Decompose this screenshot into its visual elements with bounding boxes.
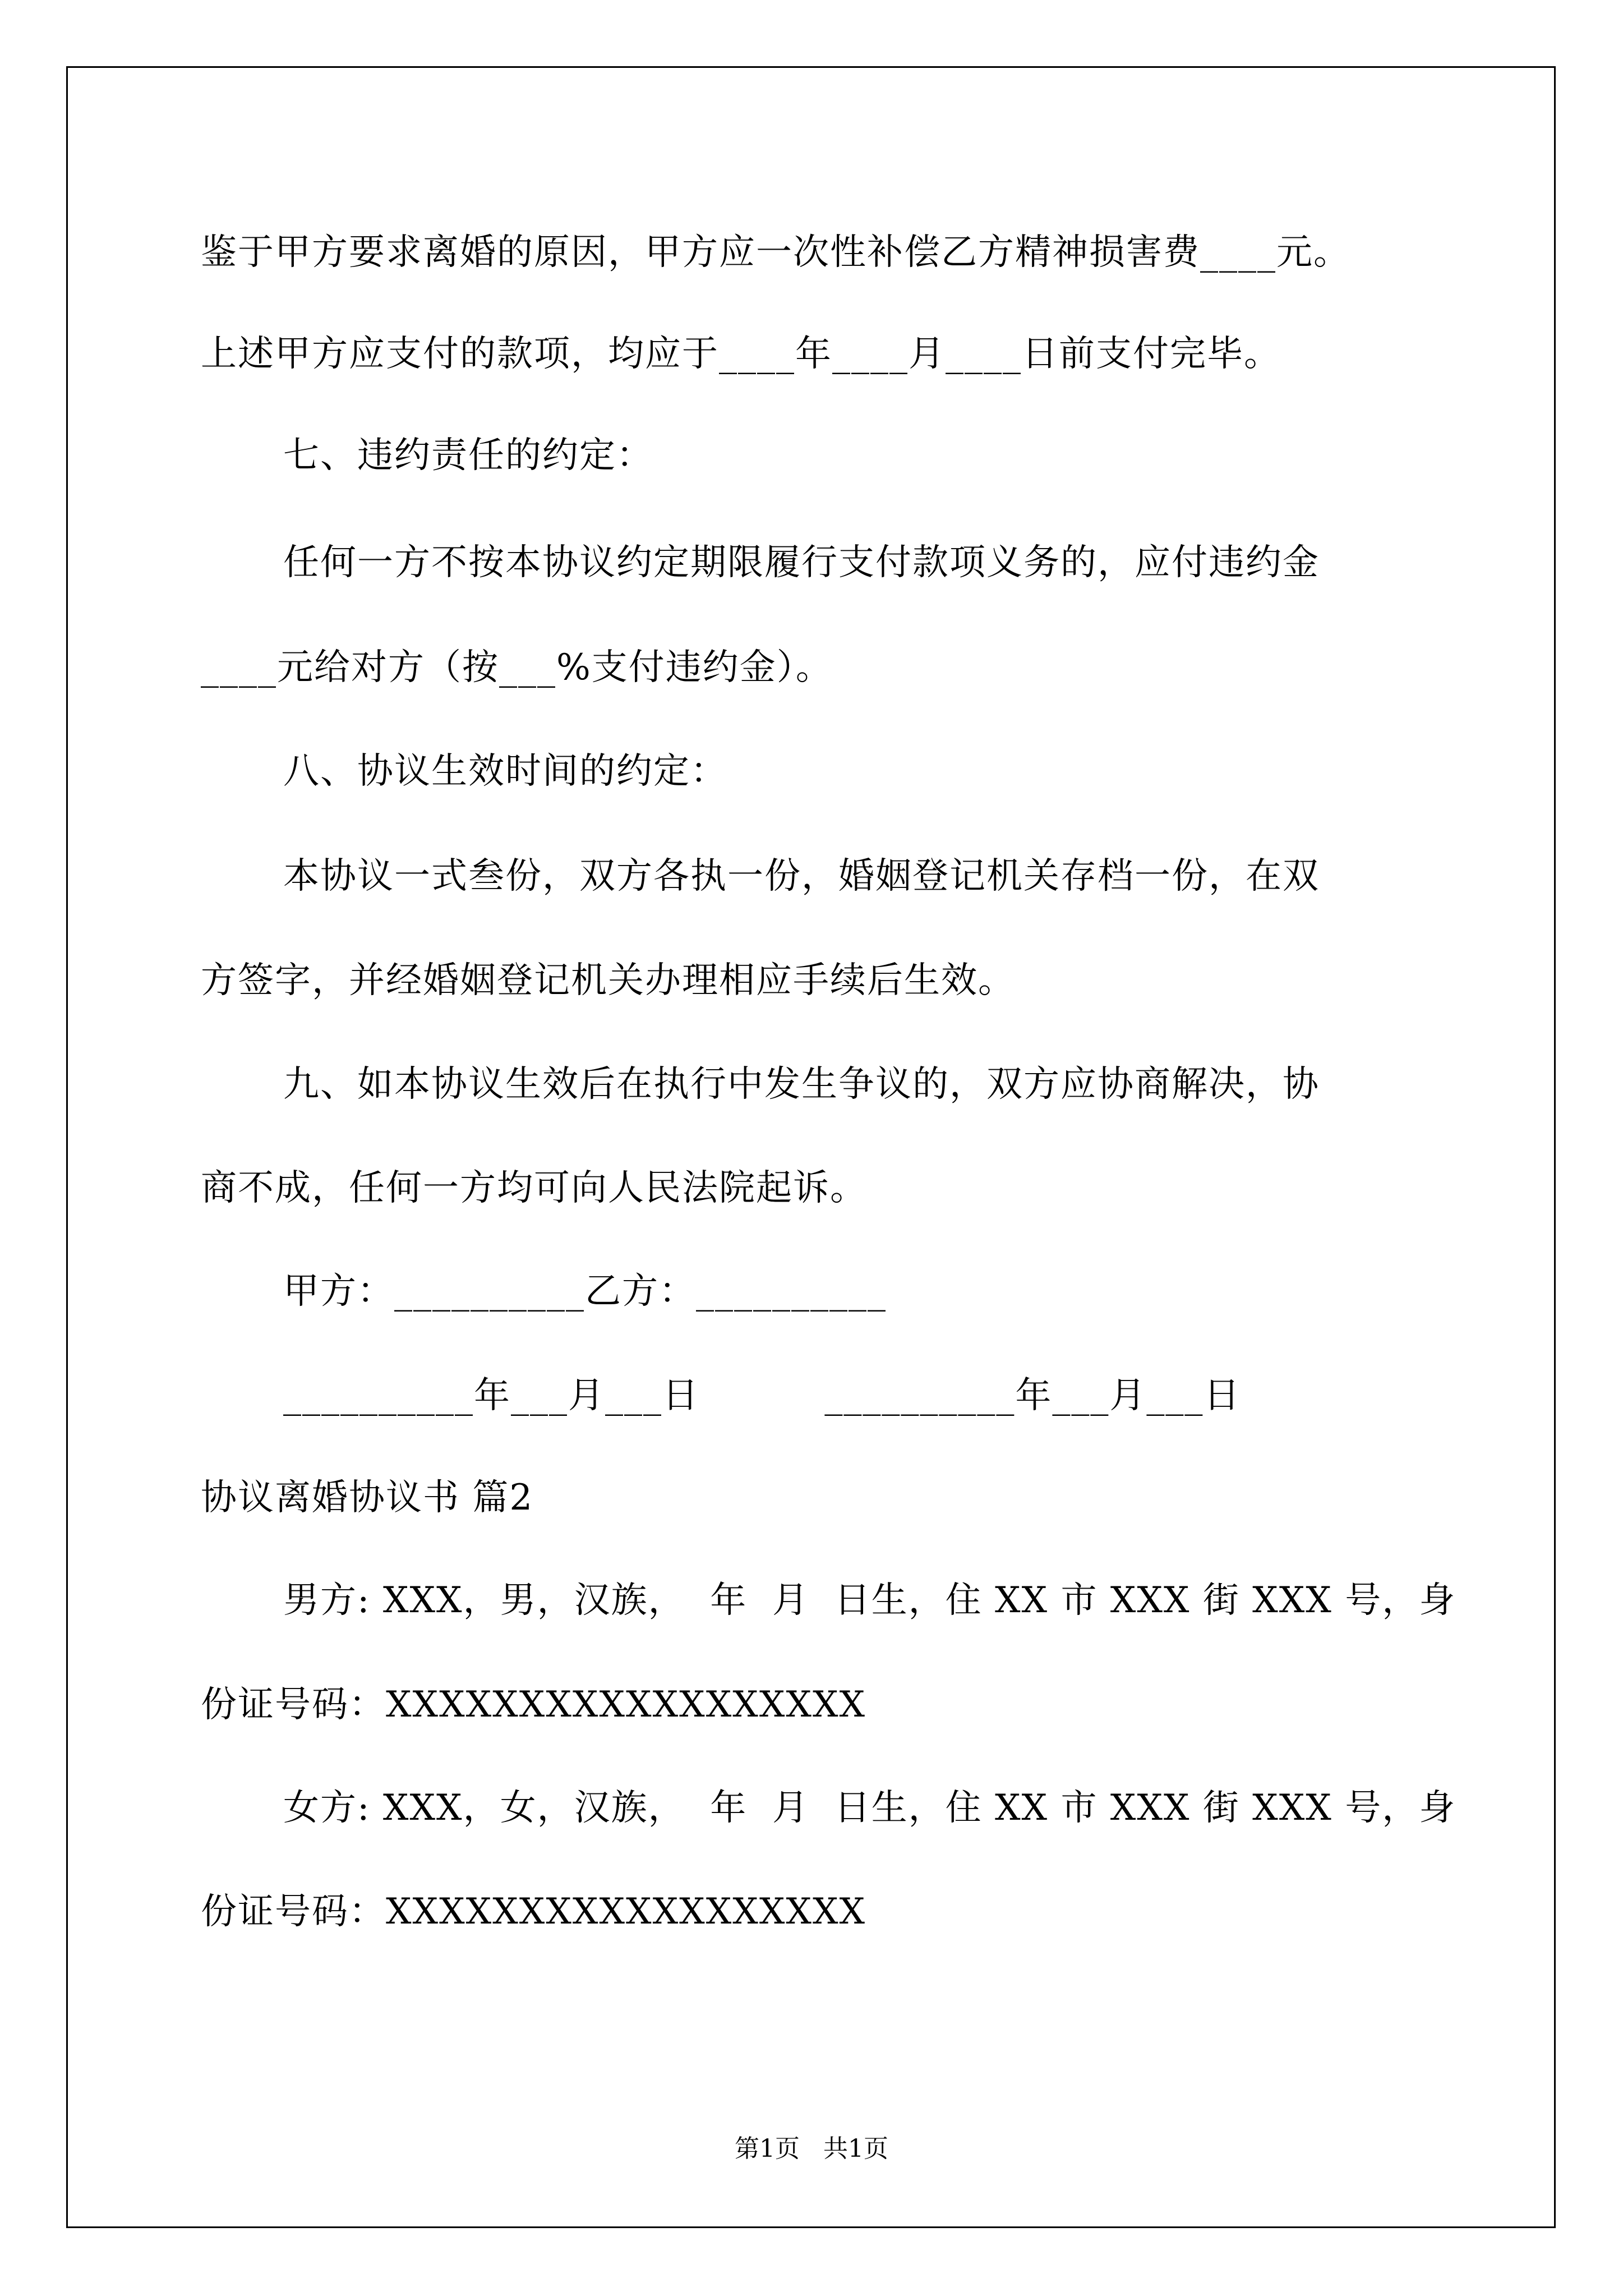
text-line-dispute-1: 九、如本协议生效后在执行中发生争议的，双方应协商解决，协 xyxy=(283,1064,1320,1105)
signature-line: 甲方：__________乙方：__________ xyxy=(283,1271,887,1312)
text-line-dispute-2: 商不成，任何一方均可向人民法院起诉。 xyxy=(201,1167,867,1209)
text-line-payment-deadline: 上述甲方应支付的款项，均应于____年____月____日前支付完毕。 xyxy=(201,333,1281,375)
text-line-breach-2: ____元给对方（按___%支付违约金）。 xyxy=(201,647,833,688)
article-title: 协议离婚协议书 篇2 xyxy=(201,1477,534,1519)
text-line-female-party-2: 份证号码：XXXXXXXXXXXXXXXXXX xyxy=(201,1891,866,1932)
section-heading-breach: 七、违约责任的约定： xyxy=(283,435,653,476)
text-line-effective-1: 本协议一式叁份，双方各执一份，婚姻登记机关存档一份，在双 xyxy=(283,855,1320,897)
date-line: __________年___月___日 __________年___月___日 xyxy=(283,1375,1241,1416)
text-line-effective-2: 方签字，并经婚姻登记机关办理相应手续后生效。 xyxy=(201,960,1015,1001)
section-heading-effective: 八、协议生效时间的约定： xyxy=(283,751,727,792)
page-footer: 第1页 共1页 xyxy=(735,2134,888,2163)
text-line-male-party-2: 份证号码：XXXXXXXXXXXXXXXXXX xyxy=(201,1684,866,1726)
text-line-compensation: 鉴于甲方要求离婚的原因，甲方应一次性补偿乙方精神损害费____元。 xyxy=(201,232,1350,273)
text-line-female-party-1: 女方: XXX，女，汉族， 年 月 日生，住 XX 市 XXX 街 XXX 号，身 xyxy=(283,1787,1456,1829)
text-line-male-party-1: 男方: XXX，男，汉族， 年 月 日生，住 XX 市 XXX 街 XXX 号，身 xyxy=(283,1580,1456,1621)
text-line-breach-1: 任何一方不按本协议约定期限履行支付款项义务的，应付违约金 xyxy=(283,542,1320,583)
